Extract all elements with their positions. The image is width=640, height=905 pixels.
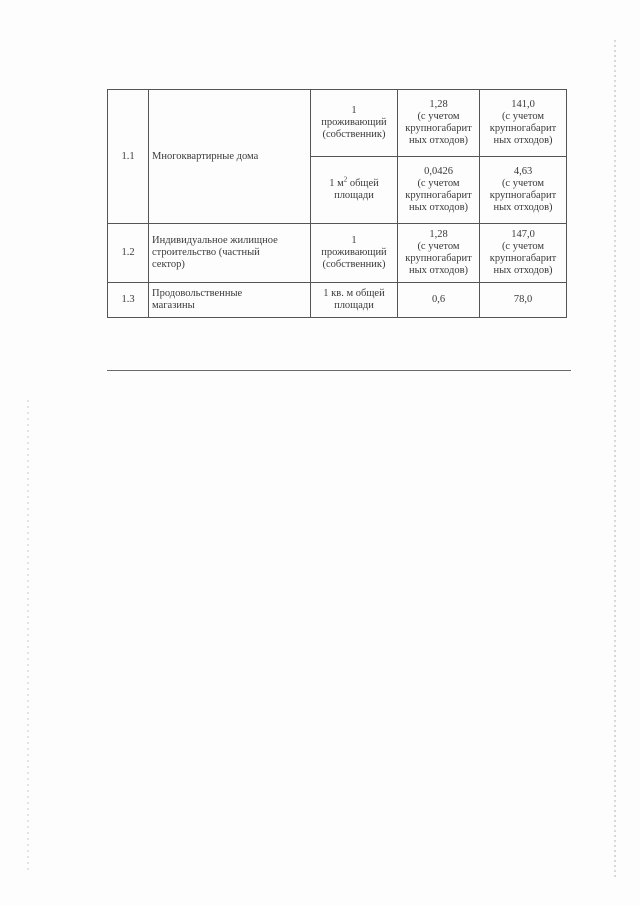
cell-text: проживающий (321, 247, 387, 258)
cell-text: 4,63 (513, 166, 533, 177)
cell-text: (с учетом (501, 178, 545, 189)
row-number: 1.2 (108, 224, 149, 283)
cell-text: сектор) (152, 259, 185, 270)
table-row (108, 224, 567, 283)
cell-text: (с учетом (417, 178, 460, 189)
cell-text: (с учетом (501, 241, 545, 252)
cell-text: (с учетом (417, 111, 460, 122)
cell-text: проживающий (321, 117, 387, 128)
cell-text: строительство (частный (152, 247, 260, 258)
cell-text: крупногабарит (405, 190, 472, 201)
cell-text: крупногабарит (489, 253, 557, 264)
cell-text: ных отходов) (493, 135, 553, 146)
row-number: 1.3 (108, 283, 149, 318)
calc-unit (311, 224, 398, 283)
object-category: Многоквартирные дома (149, 90, 311, 224)
cell-text: 1,28 (429, 229, 448, 240)
cell-text: площади (334, 300, 374, 311)
norm-value-2 (480, 90, 567, 157)
norm-value-1 (398, 90, 480, 157)
norm-value-1: 0,6 (398, 283, 480, 318)
cell-text: ных отходов) (408, 265, 469, 276)
cell-text: 147,0 (511, 229, 535, 240)
cell-text (314, 175, 394, 190)
cell-text: 1 (351, 105, 357, 116)
cell-text: крупногабарит (405, 123, 472, 134)
object-category (149, 283, 311, 318)
cell-text: (с учетом (501, 111, 545, 122)
cell-text: крупногабарит (405, 253, 472, 264)
waste-norms-table (107, 89, 567, 318)
norm-value-1 (398, 157, 480, 224)
calc-unit (311, 90, 398, 157)
cell-text: крупногабарит (489, 123, 557, 134)
cell-text: Продовольственные (152, 288, 243, 299)
scan-artifact-right (614, 40, 616, 880)
cell-text: площади (334, 190, 374, 201)
cell-text: 1 (351, 235, 357, 246)
unit-prefix: 1 м (329, 178, 344, 189)
norm-value-1 (398, 224, 480, 283)
cell-text: (собственник) (322, 259, 386, 270)
norm-value-2 (480, 224, 567, 283)
cell-text: 1,28 (429, 99, 448, 110)
calc-unit (311, 283, 398, 318)
cell-text: (с учетом (417, 241, 460, 252)
cell-text: Индивидуальное жилищное (152, 235, 278, 246)
unit-superscript: 2 (343, 175, 348, 184)
horizontal-rule (107, 370, 571, 371)
cell-text: ных отходов) (408, 135, 469, 146)
cell-text: 0,0426 (424, 166, 453, 177)
object-category (149, 224, 311, 283)
cell-text: 141,0 (511, 99, 535, 110)
norm-value-2 (480, 157, 567, 224)
cell-text: ных отходов) (408, 202, 469, 213)
cell-text: ных отходов) (493, 202, 553, 213)
cell-text: (собственник) (322, 129, 386, 140)
norm-value-2: 78,0 (480, 283, 567, 318)
calc-unit (311, 157, 398, 224)
table-row (108, 90, 567, 157)
cell-text: ных отходов) (493, 265, 553, 276)
cell-text: 1 кв. м общей (323, 288, 385, 299)
unit-suffix: общей (347, 178, 379, 189)
table-row (108, 283, 567, 318)
row-number: 1.1 (108, 90, 149, 224)
cell-text: магазины (152, 300, 195, 311)
scan-artifact-left (27, 400, 29, 870)
cell-text: крупногабарит (489, 190, 557, 201)
